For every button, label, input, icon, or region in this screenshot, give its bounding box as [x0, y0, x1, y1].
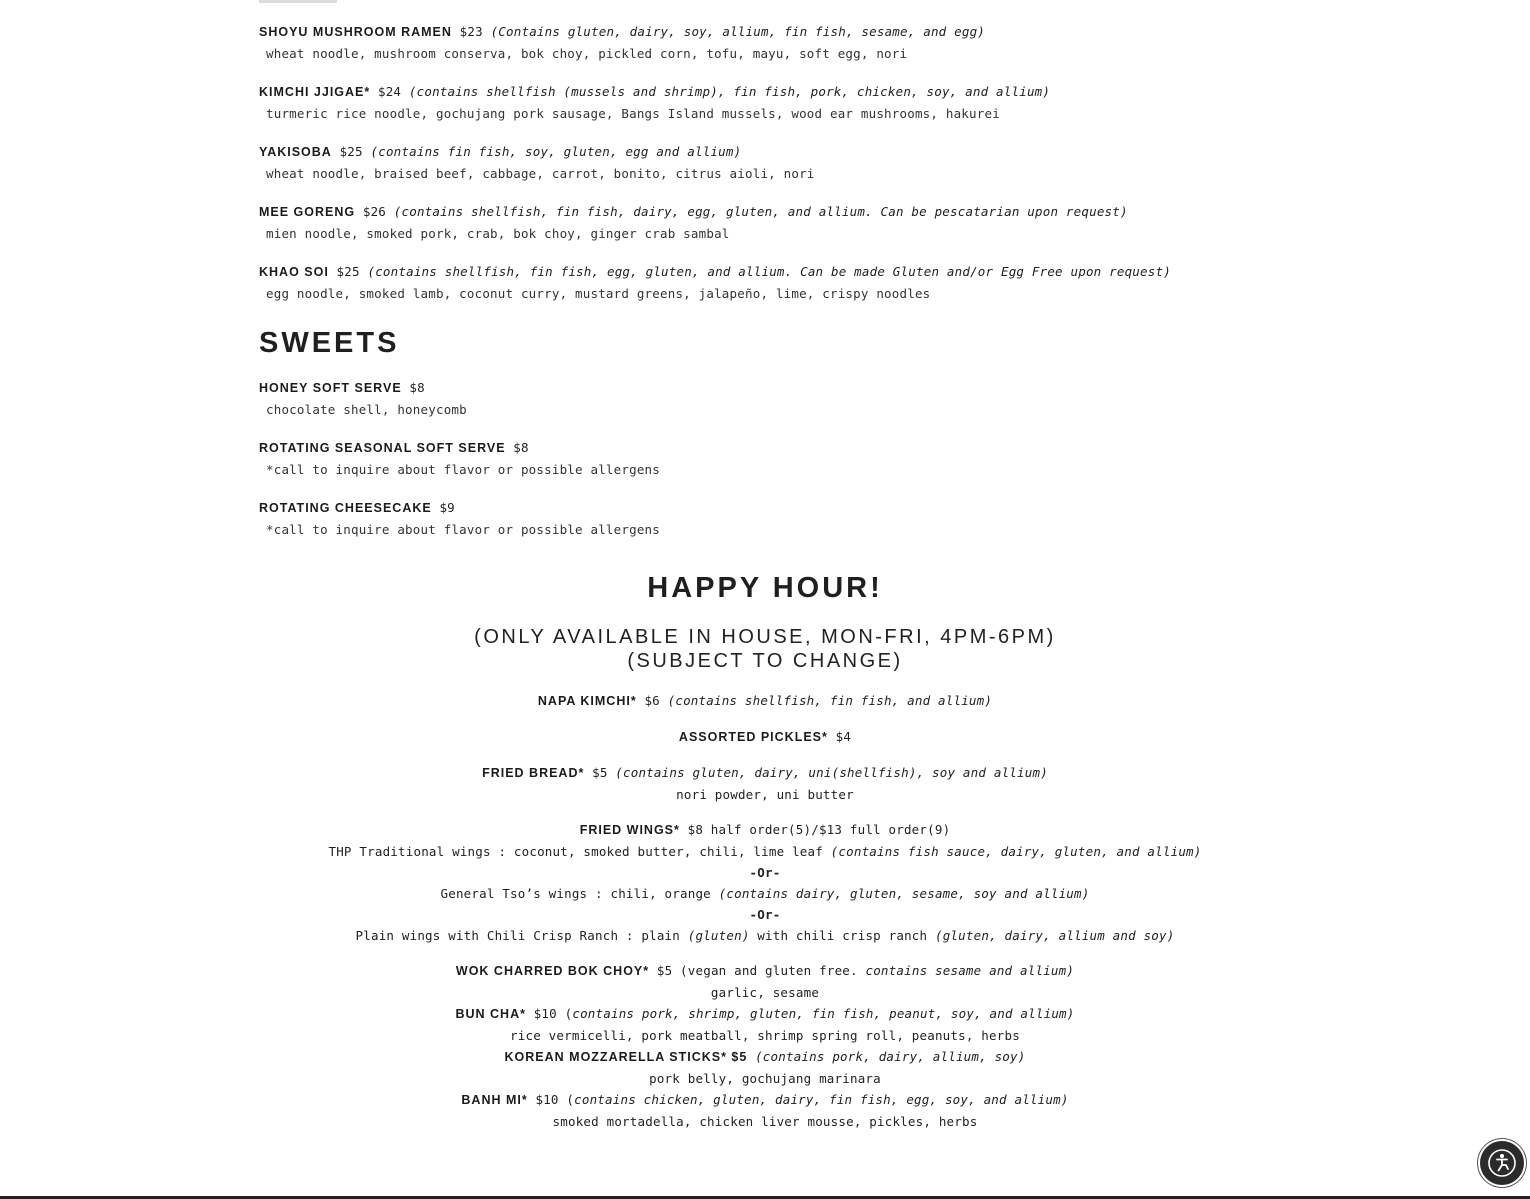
menu-item: [259, 141, 1279, 184]
item-description: *call to inquire about flavor or possible allergens: [266, 462, 661, 477]
item-allergens: (contains shellfish, fin fish, dairy, egg, gluten, and allium. Can be pescatarian upon request): [393, 204, 1128, 219]
sweets-heading: SWEETS: [259, 327, 400, 359]
accessibility-icon: [1487, 1148, 1517, 1178]
item-name: HONEY SOFT SERVE: [259, 381, 402, 395]
wings-option-traditional: THP Traditional wings : coconut, smoked butter, chili, lime leaf (contains fish sauce, dairy, gluten, and allium): [328, 844, 1202, 859]
menu-item-mozzarella-sticks: [0, 1046, 1530, 1068]
item-allergens: (contains dairy, gluten, sesame, soy and allium): [718, 886, 1090, 901]
menu-item: [259, 201, 1279, 244]
item-price: $8: [513, 440, 529, 455]
item-allergens: (gluten, dairy, allium and soy): [934, 928, 1175, 943]
wings-option-plain: Plain wings with Chili Crisp Ranch : plain (gluten) with chili crisp ranch (gluten, dairy, allium and soy): [355, 928, 1175, 943]
item-allergens: contains pork, shrimp, gluten, fin fish, peanut, soy, and allium): [572, 1006, 1075, 1021]
item-allergens: (contains fish sauce, dairy, gluten, and allium): [830, 844, 1202, 859]
item-allergens: (contains shellfish (mussels and shrimp), fin fish, pork, chicken, soy, and allium): [408, 84, 1051, 99]
item-price: $25: [339, 144, 363, 159]
item-description: turmeric rice noodle, gochujang pork sausage, Bangs Island mussels, wood ear mushrooms, hakurei: [266, 106, 1000, 121]
item-description: rice vermicelli, pork meatball, shrimp spring roll, peanuts, herbs: [510, 1028, 1020, 1043]
menu-item-pickles: [0, 726, 1530, 748]
item-allergens: (contains shellfish, fin fish, and allium): [667, 693, 993, 708]
item-allergens: contains sesame and allium): [865, 963, 1075, 978]
item-name: ROTATING CHEESECAKE: [259, 501, 432, 515]
wings-option-general-tso: General Tso’s wings : chili, orange (contains dairy, gluten, sesame, soy and allium): [440, 886, 1090, 901]
subject-to-change-note: (SUBJECT TO CHANGE): [627, 650, 903, 672]
item-name: KOREAN MOZZARELLA STICKS* $5: [504, 1050, 748, 1064]
menu-item: [259, 261, 1279, 304]
happy-hour-availability: [0, 625, 1530, 673]
item-price: $8 half order(5)/$13 full order(9): [687, 822, 951, 837]
mains-list: [259, 21, 1279, 321]
item-price: $24: [377, 84, 409, 99]
item-name: ROTATING SEASONAL SOFT SERVE: [259, 441, 506, 455]
happy-hour-list: [0, 690, 1530, 1132]
happy-hour-heading: HAPPY HOUR!: [647, 572, 883, 604]
or-separator: -Or-: [749, 865, 781, 880]
menu-item: [259, 497, 1159, 540]
item-description: *call to inquire about flavor or possible allergens: [266, 522, 661, 537]
item-description: garlic, sesame: [710, 985, 820, 1000]
item-price: $25: [336, 264, 360, 279]
item-allergens: (contains shellfish, fin fish, egg, gluten, and allium. Can be made Gluten and/or Egg Free upon request): [367, 264, 1171, 279]
item-description: chocolate shell, honeycomb: [266, 402, 467, 417]
availability-note: (ONLY AVAILABLE IN HOUSE, MON-FRI, 4PM-6PM): [474, 626, 1056, 648]
menu-item-fried-bread: [0, 762, 1530, 784]
item-name: WOK CHARRED BOK CHOY*: [455, 964, 650, 978]
menu-item: [259, 21, 1279, 64]
item-name: MEE GORENG: [259, 205, 356, 219]
item-name: KIMCHI JJIGAE*: [259, 85, 371, 99]
menu-item: [259, 81, 1279, 124]
menu-item-napa-kimchi: [0, 690, 1530, 712]
menu-item: [259, 437, 1159, 480]
item-price: $6: [644, 693, 660, 708]
item-allergens: contains chicken, gluten, dairy, fin fish, egg, soy, and allium): [574, 1092, 1069, 1107]
item-price: $26: [362, 204, 387, 219]
item-price: $10 (: [535, 1092, 575, 1107]
item-name: FRIED WINGS*: [579, 823, 680, 837]
item-price: $5: [592, 765, 608, 780]
item-allergens: (contains gluten, dairy, uni(shellfish), soy and allium): [615, 765, 1048, 780]
item-price: $10 (: [533, 1006, 573, 1021]
item-name: BUN CHA*: [455, 1007, 526, 1021]
item-name: KHAO SOI: [259, 265, 329, 279]
item-description: wheat noodle, braised beef, cabbage, carrot, bonito, citrus aioli, nori: [266, 166, 815, 181]
item-allergens: (contains fin fish, soy, gluten, egg and allium): [370, 144, 742, 159]
menu-item-bok-choy: [0, 960, 1530, 982]
item-description: wheat noodle, mushroom conserva, bok choy, pickled corn, tofu, mayu, soft egg, nori: [266, 46, 908, 61]
item-description: smoked mortadella, chicken liver mousse, pickles, herbs: [552, 1114, 978, 1129]
section-divider: [259, 0, 337, 3]
item-name: BANH MI*: [461, 1093, 528, 1107]
item-name: SHOYU MUSHROOM RAMEN: [259, 25, 452, 39]
item-description: pork belly, gochujang marinara: [649, 1071, 881, 1086]
menu-item-fried-wings: [0, 819, 1530, 841]
item-name: NAPA KIMCHI*: [537, 694, 637, 708]
item-name: ASSORTED PICKLES*: [678, 730, 828, 744]
item-description: egg noodle, smoked lamb, coconut curry, mustard greens, jalapeño, lime, crispy noodles: [266, 286, 931, 301]
item-name: YAKISOBA: [259, 145, 332, 159]
accessibility-button[interactable]: [1480, 1141, 1524, 1185]
item-name: FRIED BREAD*: [482, 766, 585, 780]
item-allergens: (gluten): [687, 928, 750, 943]
item-description: mien noodle, smoked pork, crab, bok choy, ginger crab sambal: [266, 226, 730, 241]
item-allergens: (Contains gluten, dairy, soy, allium, fin fish, sesame, and egg): [490, 24, 986, 39]
item-price: $8: [409, 380, 425, 395]
item-allergens: (contains pork, dairy, allium, soy): [755, 1049, 1026, 1064]
item-price: $9: [439, 500, 455, 515]
sweets-list: [259, 377, 1159, 557]
or-separator: -Or-: [749, 907, 781, 922]
item-description: nori powder, uni butter: [676, 787, 854, 802]
menu-item-bun-cha: [0, 1003, 1530, 1025]
item-price: $23: [459, 24, 483, 39]
menu-item: [259, 377, 1159, 420]
happy-hour-section: [0, 568, 1530, 1132]
item-price: $4: [835, 729, 852, 744]
item-price: $5 (vegan and gluten free.: [656, 963, 858, 978]
menu-item-banh-mi: [0, 1089, 1530, 1111]
